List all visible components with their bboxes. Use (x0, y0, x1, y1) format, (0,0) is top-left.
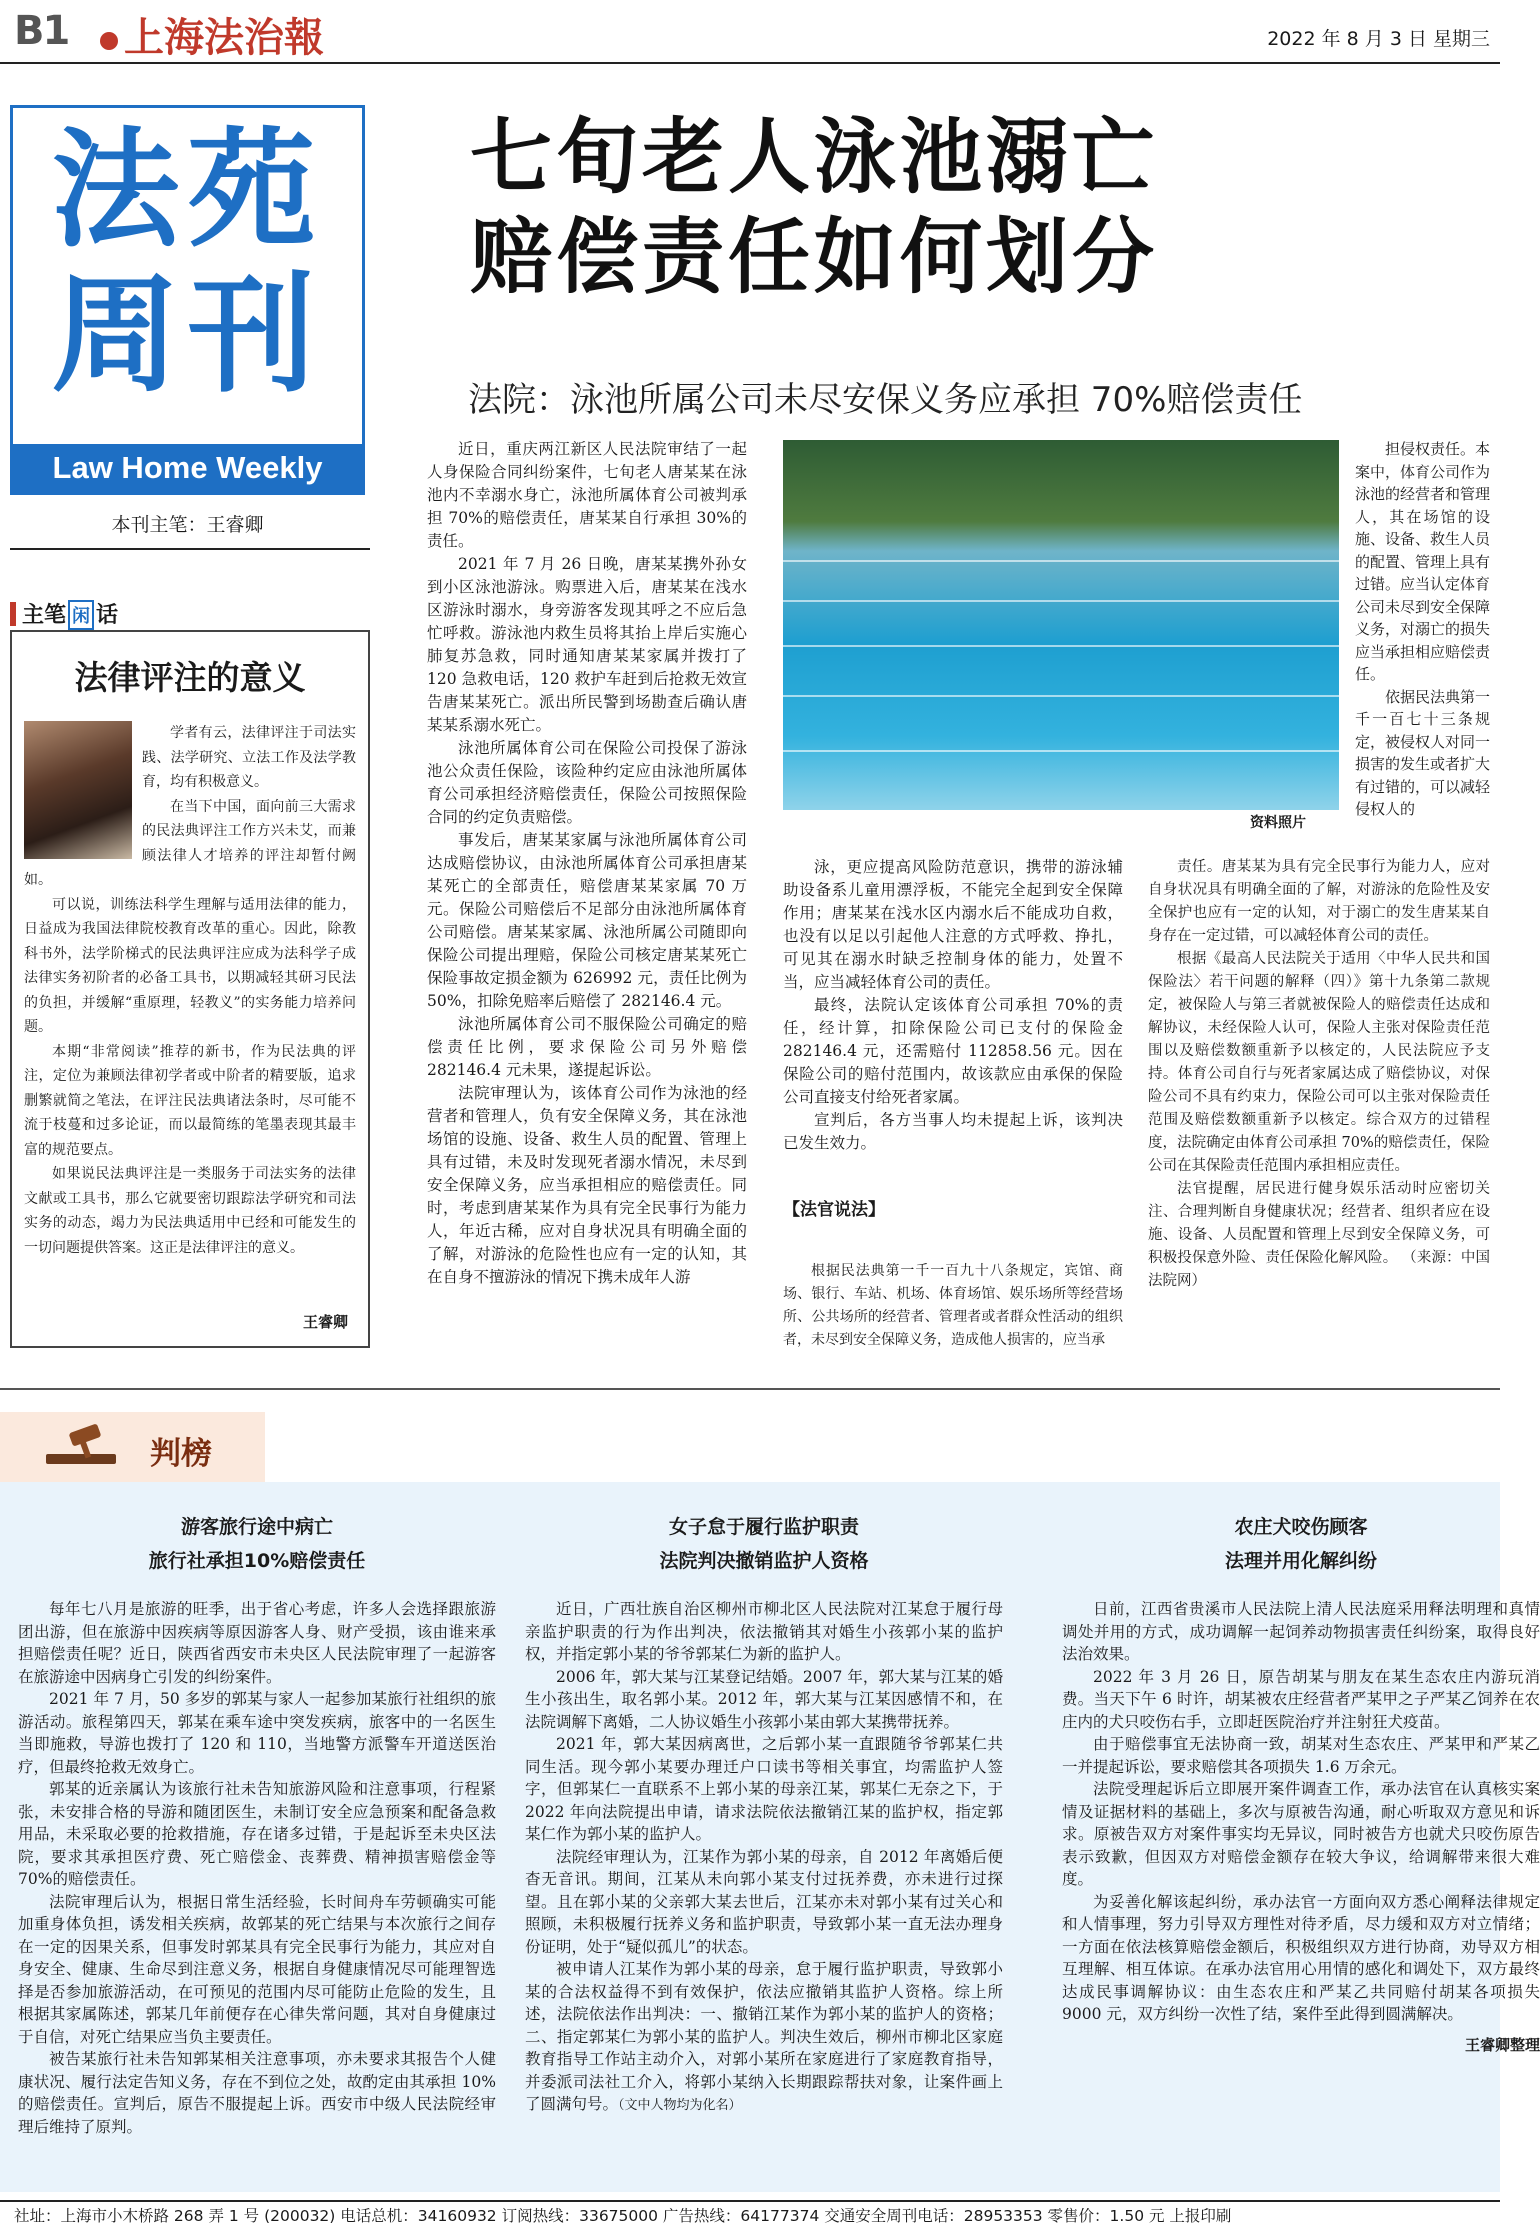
paragraph: 责任。唐某某为具有完全民事行为能力人，应对自身状况具有明确全面的了解，对游泳的危险性及安全保护也应有一定的认知，对于溺亡的发生唐某某自身存在一定过错，可以减轻体育公司的责任。 (1148, 859, 1490, 944)
paragraph: 2021 年 7 月 26 日晚，唐某某携外孙女到小区泳池游泳。购票进入后，唐某某在浅水区游泳时溺水，身旁游客发现其呼之不应后急忙呼救。游泳池内救生员将其抬上岸后实施心肺复苏急救，同时通知唐某某家属并拨打了 120 急救电话，120 救护车赶到后抢救无效宣告唐某某死亡。派出所民警到场勘查后确认唐某某系溺水死亡。 (427, 555, 747, 734)
article-column-3 (1355, 438, 1490, 821)
story-signoff: 王睿卿整理 (1464, 2035, 1540, 2054)
paragraph: 法官提醒，居民进行健身娱乐活动时应密切关注、合理判断自身健康状况；经营者、组织者应在设施、设备、人员配置和管理上尽到安全保障义务，可积极投保意外险、责任保险化解风险。 （来源：中国法院网） (1148, 1181, 1490, 1289)
article-column-4 (1148, 856, 1490, 1293)
paragraph: 在当下中国，面向前三大需求的民法典评注工作方兴未艾，而兼顾法律人才培养的评注却暂付阙如。 (24, 798, 356, 888)
verdict-story-3 (1062, 1510, 1540, 2056)
paragraph: 法院经审理认为，江某作为郭小某的母亲，自 2012 年离婚后便杳无音讯。期间，江某从未向郭小某支付过抚养费，亦未进行过探望。且在郭小某的父亲郭大某去世后，江某亦未对郭小某有过关心和照顾，未积极履行抚养义务和监护职责，导致郭小某一直无法办理身份证明，处于“疑似孤儿”的状态。 (525, 1847, 1003, 1956)
paragraph: 郭某的近亲属认为该旅行社未告知旅游风险和注意事项，行程紧张，未安排合格的导游和随团医生，未制订安全应急预案和配备急救用品，未采取必要的抢救措施，存在诸多过错，于是起诉至未央区法院，要求其承担医疗费、死亡赔偿金、丧葬费、精神损害赔偿金等 70%的赔偿责任。 (18, 1780, 496, 1888)
paragraph: 近日，广西壮族自治区柳州市柳北区人民法院对江某怠于履行母亲监护职责的行为作出判决，依法撤销其对婚生小孩郭小某的监护权，并指定郭小某的爷爷郭某仁为新的监护人。 (525, 1600, 1003, 1663)
story-2-title (525, 1510, 1003, 1578)
paragraph: 最终，法院认定该体育公司承担 70%的责任，经计算，扣除保险公司已支付的保险金 282146.4 元，还需赔付 112858.56 元。因在保险公司的赔付范围内，故该款应由承保的保险公司直接支付给死者家属。 (783, 996, 1123, 1106)
author-photo (24, 721, 132, 859)
masthead-title-text: 法苑周刊 (51, 116, 324, 410)
paragraph: 事发后，唐某某家属与泳池所属体育公司达成赔偿协议，由泳池所属体育公司承担唐某某死亡的全部责任，赔偿唐某某家属 70 万元。保险公司赔偿后不足部分由泳池所属体育公司赔偿。唐某某家属、泳池所属公司随即向保险公司提出理赔，保险公司核定唐某某死亡保险事故定损金额为 626992 元，责任比例为 50%，扣除免赔率后赔偿了 282146.4 元。 (427, 831, 747, 1010)
masthead-english-title: Law Home Weekly (13, 444, 362, 492)
paragraph: 本期“非常阅读”推荐的新书，作为民法典的评注，定位为兼顾法律初学者或中阶者的精要版，追求删繁就简之笔法，在评注民法典诸法条时，尽可能不流于枝蔓和过多论证，而以最简练的笔墨表现其最丰富的规范要点。 (24, 1043, 356, 1158)
paragraph: 被告某旅行社未告知郭某相关注意事项，亦未要求其报告个人健康状况、履行法定告知义务，存在不到位之处，故酌定由其承担 10%的赔偿责任。宣判后，原告不服提起上诉。西安市中级人民法院经审理后维持了原判。 (18, 2050, 496, 2136)
tag-pre: 主笔 (22, 603, 67, 628)
story-1-title-line-1: 游客旅行途中病亡 (180, 1516, 333, 1538)
paragraph: 2022 年 3 月 26 日，原告胡某与朋友在某生态农庄内游玩消费。当天下午 6 时许，胡某被农庄经营者严某甲之子严某乙饲养在农庄内的犬只咬伤右手，立即赶医院治疗并注射狂犬疫苗。 (1062, 1667, 1540, 1731)
story-2-title-line-2: 法院判决撤销监护人资格 (659, 1550, 869, 1572)
verdict-section-label: 判榜 (150, 1436, 212, 1472)
masthead-title (13, 118, 362, 408)
paragraph: 法院审理认为，该体育公司作为泳池的经营者和管理人，负有安全保障义务，其在泳池场馆的设施、设备、救生人员的配置、管理上具有过错，未及时发现死者溺水情况，未尽到安全保障义务，应当承担相应的赔偿责任。同时，考虑到唐某某作为具有完全民事行为能力人，年近古稀，应对自身状况具有明确全面的了解，对游泳的危险性也应有一定的认知，其在自身不擅游泳的情况下携未成年人游 (427, 1084, 747, 1286)
photo-caption: 资料照片 (1250, 815, 1306, 831)
verdict-story-2 (525, 1510, 1003, 2118)
tag-bar-icon (10, 602, 16, 626)
article-column-2 (783, 856, 1123, 1155)
paragraph: 根据《最高人民法院关于适用〈中华人民共和国保险法〉若干问题的解释（四）》第十九条第二款规定，被保险人与第三者就被保险人的赔偿责任达成和解协议，未经保险人认可，保险人主张对保险责任范围以及赔偿数额重新予以核定的，人民法院应予支持。体育公司自行与死者家属达成了赔偿协议，对保险公司不具有约束力，保险公司可以主张对保险责任范围及赔偿数额重新予以核定。综合双方的过错程度，法院确定由体育公司承担 70%的赔偿责任，保险公司在其保险责任范围内承担相应责任。 (1148, 951, 1490, 1174)
paragraph: 担侵权责任。本案中，体育公司作为泳池的经营者和管理人，其在场馆的设施、设备、救生人员的配置、管理上具有过错。应当认定体育公司未尽到安全保障义务，对溺亡的损失应当承担相应赔偿责任。 (1355, 440, 1491, 683)
editorial-column-tag (10, 598, 118, 630)
main-headline (470, 108, 1480, 308)
issue-date: 2022 年 8 月 3 日 星期三 (1267, 28, 1490, 50)
paragraph: 可以说，训练法科学生理解与适用法律的能力，日益成为我国法律院校教育改革的重心。因此，除教科书外，法学阶梯式的民法典评注应成为法科学子成法律实务初阶者的必备工具书，以期减轻其研习民法的负担，并缓解“重原理，轻教义”的实务能力培养问题。 (24, 896, 356, 1035)
article-column-1 (427, 438, 747, 1289)
divider (10, 548, 370, 550)
paragraph: 法院审理后认为，根据日常生活经验，长时间舟车劳顿确实可能加重身体负担，诱发相关疾病，故郭某的死亡结果与本次旅行之间存在一定的因果关系，但事发时郭某具有完全民事行为能力，其应对自身安全、健康、生命尽到注意义务，根据自身健康情况尽可能理智选择是否参加旅游活动，在可预见的范围内尽可能防止危险的发生，且根据其家属陈述，郭某几年前便存在心律失常问题，其对自身健康过于自信，对死亡结果应当负主要责任。 (18, 1892, 496, 2046)
story-3-title-line-2: 法理并用化解纠纷 (1224, 1550, 1377, 1572)
paragraph: 宣判后，各方当事人均未提起上诉，该判决已发生效力。 (783, 1111, 1123, 1152)
story-3-body (1062, 1598, 1540, 2056)
story-1-title (18, 1510, 496, 1578)
paragraph: 2021 年，郭大某因病离世，之后郭小某一直跟随爷爷郭某仁共同生活。现今郭小某要办理迁户口读书等相关事宜，均需监护人签字，但郭某仁一直联系不上郭小某的母亲江某，郭某仁无奈之下，于 2022 年向法院提出申请，请求法院依法撤销江某的监护权，指定郭某仁作为郭小某的监护人。 (525, 1735, 1003, 1843)
story-1-title-line-2: 旅行社承担10%赔偿责任 (148, 1550, 366, 1572)
story-3-title-line-1: 农庄犬咬伤顾客 (1234, 1516, 1368, 1538)
page-number: B1 (14, 8, 69, 54)
headline-line-1: 七旬老人泳池溺亡 (470, 110, 1159, 205)
headline-line-2: 赔偿责任如何划分 (470, 210, 1159, 305)
story-2-body (525, 1598, 1003, 2118)
story-note: （文中人物均为化名） (618, 2098, 742, 2113)
judge-comment-heading: 【法官说法】 (783, 1200, 885, 1220)
gavel-icon (40, 1424, 130, 1470)
judge-comment (783, 1195, 1123, 1352)
chief-editor: 本刊主笔：王睿卿 (111, 514, 264, 536)
paragraph: 被申请人江某作为郭小某的母亲，怠于履行监护职责，导致郭小某的合法权益得不到有效保护，依法应撤销其监护人资格。综上所述，法院依法作出判决：一、撤销江某作为郭小某的监护人的资格；二、指定郭某仁为郭小某的监护人。判决生效后，柳州市柳北区家庭教育指导工作站主动介入，对郭小某所在家庭进行了家庭教育指导，并委派司法社工介入，将郭小某纳入长期跟踪帮扶对象，让案件画上了圆满句号。（文中人物均为化名） (525, 1960, 1003, 2113)
story-1-body (18, 1598, 496, 2138)
story-3-title (1062, 1510, 1540, 1578)
tag-chip: 闲 (68, 600, 94, 630)
editorial-title: 法律评注的意义 (74, 658, 306, 697)
paragraph: 为妥善化解该起纠纷，承办法官一方面向双方悉心阐释法律规定和人情事理，努力引导双方理性对待矛盾，尽力缓和双方对立情绪；一方面在依法核算赔偿金额后，积极组织双方进行协商，劝导双方相互理解、相互体谅。在承办法官用心用情的感化和调处下，双方最终达成民事调解协议：由生态农庄和严某乙共同赔付胡某各项损失 9000 元，双方纠纷一次性了结，案件至此得到圆满解决。 (1062, 1892, 1540, 2023)
newspaper-name (100, 6, 324, 63)
paragraph: 2021 年 7 月，50 多岁的郭某与家人一起参加某旅行社组织的旅游活动。旅程第四天，郭某在乘车途中突发疾病，旅客中的一名医生当即施救，导游也拨打了 120 和 110，当地警方派警车开道送医治疗，但最终抢救无效身亡。 (18, 1690, 496, 1776)
verdict-story-1 (18, 1510, 496, 2138)
judge-comment-body: 根据民法典第一千一百九十八条规定，宾馆、商场、银行、车站、机场、体育场馆、娱乐场所等经营场所、公共场所的经营者、管理者或者群众性活动的组织者，未尽到安全保障义务，造成他人损害的，应当承 (783, 1263, 1123, 1348)
paragraph: 泳池所属体育公司在保险公司投保了游泳池公众责任保险，该险种约定应由泳池所属体育公司承担经济赔偿责任，保险公司按照保险合同的约定负责赔偿。 (427, 739, 747, 826)
newspaper-logo-icon (100, 32, 118, 50)
paragraph: 由于赔偿事宜无法协商一致，胡某对生态农庄、严某甲和严某乙一并提起诉讼，要求赔偿其各项损失 1.6 万余元。 (1062, 1735, 1540, 1776)
divider (0, 1388, 1500, 1390)
paragraph: 如果说民法典评注是一类服务于司法实务的法律文献或工具书，那么它就要密切跟踪法学研究和司法实务的动态，竭力为民法典适用中已经和可能发生的一切问题提供答案。这正是法律评注的意义。 (24, 1166, 356, 1256)
paragraph: 泳池所属体育公司不服保险公司确定的赔偿责任比例，要求保险公司另外赔偿 282146.4 元未果，遂提起诉讼。 (427, 1015, 747, 1079)
paragraph: 2006 年，郭大某与江某登记结婚。2007 年，郭大某与江某的婚生小孩出生，取名郭小某。2012 年，郭大某与江某因感情不和，在法院调解下离婚，二人协议婚生小孩郭小某由郭大某携带抚养。 (525, 1667, 1003, 1731)
story-2-title-line-1: 女子怠于履行监护职责 (668, 1516, 859, 1538)
pool-photo (783, 440, 1339, 810)
editorial-box (10, 630, 370, 1348)
paragraph: 每年七八月是旅游的旺季，出于省心考虑，许多人会选择跟旅游团出游，但在旅游中因疾病等原因游客人身、财产受损，该由谁来承担赔偿责任呢？近日，陕西省西安市未央区人民法院审理了一起游客在旅游途中因病身亡引发的纠纷案件。 (18, 1600, 496, 1686)
paragraph: 泳，更应提高风险防范意识，携带的游泳辅助设备系儿童用漂浮板，不能完全起到安全保障作用；唐某某在浅水区内溺水后不能成功自救，也没有以足以引起他人注意的方式呼救、挣扎，可见其在溺水时缺乏控制身体的能力，处置不当，应当减轻体育公司的责任。 (783, 858, 1123, 991)
paragraph: 近日，重庆两江新区人民法院审结了一起人身保险合同纠纷案件，七旬老人唐某某在泳池内不幸溺水身亡，泳池所属体育公司被判承担 70%的赔偿责任，唐某某自行承担 30%的责任。 (427, 440, 747, 550)
paragraph: 日前，江西省贵溪市人民法院上清人民法庭采用释法明理和真情调处并用的方式，成功调解一起饲养动物损害责任纠纷案，取得良好法治效果。 (1062, 1600, 1540, 1663)
editorial-signature: 王睿卿 (302, 1313, 348, 1331)
section-masthead (10, 105, 365, 495)
paragraph: 依据民法典第一千一百七十三条规定，被侵权人对同一损害的发生或者扩大有过错的，可以减轻侵权人的 (1355, 687, 1491, 818)
tag-post: 话 (96, 603, 119, 628)
newspaper-name-text: 上海法治報 (124, 14, 324, 61)
verdict-section-tag (0, 1412, 265, 1482)
page-footer: 社址：上海市小木桥路 268 弄 1 号 (200032) 电话总机：34160932 订阅热线：33675000 广告热线：64177374 交通安全周刊电话：28953353 零售价：1.50 元 上报印刷 (0, 2200, 1500, 2229)
sub-headline: 法院：泳池所属公司未尽安保义务应承担 70%赔偿责任 (468, 380, 1303, 420)
paragraph: 学者有云，法律评注于司法实践、法学研究、立法工作及法学教育，均有积极意义。 (142, 725, 356, 790)
paragraph: 法院受理起诉后立即展开案件调查工作，承办法官在认真核实案情及证据材料的基础上，多次与原被告沟通，耐心听取双方意见和诉求。原被告双方对案件事实均无异议，同时被告方也就犬只咬伤原告表示致歉，但因双方对赔偿金额存在较大争议，给调解带来很大难度。 (1062, 1780, 1540, 1888)
page-header (0, 0, 1500, 64)
